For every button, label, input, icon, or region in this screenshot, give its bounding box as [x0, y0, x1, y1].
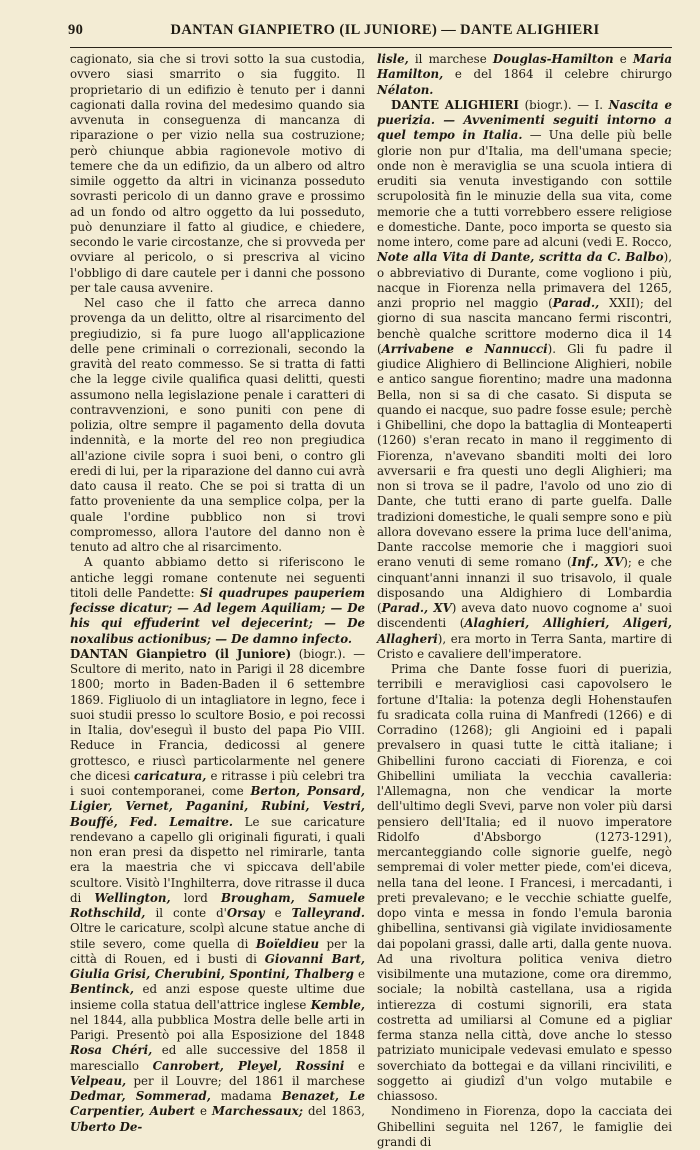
- paragraph-damage-liability: cagionato, sia che si trovi sotto la sua custodia, ovvero siasi smarrito o sia fuggito. Il proprietario di un edifizio è tenuto per i danni cagionati dalla rovina del medesimo quando sia avvenuta in conseguenza di mancanza di riparazione o per vizio nella sua costruzione; però chiunque abbia ragionevole motivo di temere che da un edifizio, da un albero od altro simile oggetto da altri in vicinanza posseduto sovrasti pericolo di un danno grave e prossimo ad un fondo od altro oggetto da lui posseduto, può denunziare il fatto al giudice, e chiedere, secondo le varie circostanze, che si provveda per ovviare al pericolo, o si prescriva al vicino l'obbligo di dare cautele per i danni che possono per tale causa avvenire.: [70, 52, 365, 295]
- entry-dantan: DANTAN Gianpietro (il Juniore) (biogr.). — Scultore di merito, nato in Parigi il 28 dicembre 1800; morto in Baden-Baden il 6 settembre 1869. Figliuolo di un intagliatore in legno, fece i suoi studii presso lo scultore Bosio, e poi recossi in Italia, dov'eseguì il busto del papa Pio VIII. Reduce in Francia, dedicossi al genere grottesco, e riuscì particolarmente nel genere che dicesi caricatura, e ritrasse i più celebri tra i suoi contemporanei, come Berton, Ponsard, Ligier, Vernet, Paganini, Rubini, Vestri, Bouffé, Fed. Lemaitre. Le sue caricature rendevano a capello gli originali figurati, i quali non eran presi da dispetto nel rimirarle, tanta era la maestria che vi spiccava dell'abile scultore. Visitò l'Inghilterra, dove ritrasse il duca di Wellington, lord Brougham, Samuele Rothschild, il conte d'Orsay e Talleyrand. Oltre le caricature, scolpì alcune statue anche di stile severo, come quella di Boïeldieu per la città di Rouen, ed i busti di Giovanni Bart, Giulia Grisi, Cherubini, Spontini, Thalberg e Bentinck, ed anzi espose queste ultime due insieme colla statua dell'attrice inglese Kemble, nel 1844, alla pubblica Mostra delle belle arti in Parigi. Presentò poi alla Esposizione del 1848 Rosa Chéri, ed alle successive del 1858 il maresciallo Canrobert, Pleyel, Rossini e Velpeau, per il Louvre; del 1861 il marchese Dedmar, Sommerad, madama Benazet, Le Carpentier, Aubert e Marchessaux; del 1863, Uberto De-: [70, 646, 366, 1134]
- paragraph-italy-events: Prima che Dante fosse fuori di puerizia, terribili e meravigliosi casi capovolsero le fortune d'Italia: la potenza degli Hohenstaufen fu sradicata colla ruina di Manfredi (1266) e di Corradino (1268); gli Angioini ed i papali prevalsero in quasi tutte le città italiane; i Ghibellini furono cacciati di Fiorenza, e coi Ghibellini umiliata la vecchia cavalleria: l'Allemagna, non che vendicar la morte dell'ultimo degli Svevi, parve non voler più darsi pensiero dell'Italia; ed il nuovo imperatore Ridolfo d'Absborgo (1273-1291), mercanteggiando colle signorie guelfe, negò sempremai di voler metter piede, com'ei diceva, nella tana del leone. I Francesi, i mercadanti, i preti prevalevano; e le vecchie schiatte guelfe, dopo vinta e messa in fondo l'emula baronia ghibellina, sentivansi già vigilate invidiosamente dai popolani grassi, dalle arti, dalla gente nuova. Ad una rivoltura politica veniva dietro visibilmente una mutazione, come ora diremmo, sociale; la nobiltà castellana, usa a rigida intierezza di costumi signorili, era stata costretta ad umiliarsi al Comune ed a pigliar ferma stanza nella città, dove anche lo stesso patriziato municipale vedevasi emulato e spesso soverchiato da bottegai e da villani rinciviliti, e soggetto ai giudizî d'un volgo mutabile e chiassoso.: [377, 662, 672, 1103]
- section-title-nascita: Nascita e puerizia. — Avvenimenti seguiti intorno a quel tempo in Italia.: [377, 97, 672, 143]
- running-header: [70, 22, 672, 44]
- text-columns: [70, 52, 673, 1149]
- pandette-titles: Si quadrupes pauperiem fecisse dicatur; — Ad legem Aquiliam; — De his qui effuderint vel dejecerint; — De noxalibus actionibus; — De damno infecto.: [70, 585, 365, 646]
- headword-dante: DANTE ALIGHIERI: [391, 97, 519, 112]
- running-title: DANTAN GIANPIETRO (IL JUNIORE) — DANTE ALIGHIERI: [170, 22, 600, 38]
- paragraph-florence: Nondimeno in Fiorenza, dopo la cacciata dei Ghibellini seguita nel 1267, le famiglie dei grandi di: [377, 1104, 672, 1149]
- entry-dante: DANTE ALIGHIERI (biogr.). — I. Nascita e puerizia. — Avvenimenti seguiti intorno a quel tempo in Italia. — Una delle più belle glorie non pur d'Italia, ma dell'umana specie; onde non è meraviglia se una scuola intiera di eruditi sia venuta investigando con sottile scrupolosità fin le minuzie della sua vita, come memorie che a tutti vorrebbero essere religiose e domestiche. Dante, poco importa se questo sia nome intero, come pare ad alcuni (vedi E. Rocco, Note alla Vita di Dante, scritta da C. Balbo), o abbreviativo di Durante, come vogliono i più, nacque in Fiorenza nella primavera del 1265, anzi proprio nel maggio (Parad., XXII); del giorno di sua nascita mancano fermi riscontri, benchè qualche scrittore moderno dica il 14 (Arrivabene e Nannucci). Gli fu padre il giudice Alighiero di Bellincione Alighieri, nobile e antico sangue fiorentino; madre una madonna Bella, non si sa di che casato. Si disputa se quando ei nacque, suo padre fosse esule; perchè i Ghibellini, che dopo la battaglia di Monteaperti (1260) s'eran recato in mano il reggimento di Fiorenza, n'avevano sbanditi molti dei loro avversarii e fra questi uno degli Alighieri; ma non si trova se il padre, l'avolo od uno zio di Dante, che tutti erano di parte guelfa. Dalle tradizioni domestiche, le quali sempre sono e più allora dovevano essere la prima luce dell'anima, Dante raccolse memorie che i maggiori suoi erano venuti di seme romano (Inf., XV); e che cinquant'anni innanzi il suo trisavolo, il quale disposando una Aldighiero di Lombardia (Parad., XV) aveva dato nuovo cognome a' suoi discendenti (Alaghieri, Allighieri, Aligeri, Allagheri), era morto in Terra Santa, martire di Cristo e cavaliere dell'imperatore.: [377, 97, 672, 661]
- paragraph-roman-laws: A quanto abbiamo detto si riferiscono le antiche leggi romane contenute nei seguenti titoli delle Pandette: Si quadrupes pauperiem fecisse dicatur; — Ad legem Aquiliam; — De his qui effuderint vel dejecerint; — De noxalibus actionibus; — De damno infecto.: [70, 555, 365, 646]
- paragraph-crime-damage: Nel caso che il fatto che arreca danno provenga da un delitto, oltre al risarcimento del pregiudizio, si fa pure luogo all'applicazione delle pene criminali o correzionali, secondo la gravità del reato commesso. Se si tratta di fatti che la legge civile qualifica quasi delitti, questi assumono nella legislazione penale i caratteri di contravvenzioni, e sono puniti con pene di polizia, oltre sempre il pagamento della dovuta indennità, e la morte del reo non pregiudica all'azione civile sopra i suoi beni, o contro gli eredi di lui, per la riparazione del danno cui avrà dato causa il reato. Che se poi si tratta di un fatto proveniente da una semplice colpa, per la quale l'ordine pubblico non si trovi compromesso, allora l'autore del danno non è tenuto ad altro che al risarcimento.: [70, 296, 365, 554]
- left-column: [70, 52, 366, 1134]
- entry-dantan-continued: lisle, il marchese Douglas-Hamilton e Maria Hamilton, e del 1864 il celebre chirurgo Nélaton.: [377, 52, 673, 97]
- right-column: [377, 52, 673, 1149]
- page-number: 90: [68, 22, 84, 38]
- headword-dantan: DANTAN Gianpietro (il Juniore): [70, 646, 292, 661]
- header-rule: [70, 47, 672, 48]
